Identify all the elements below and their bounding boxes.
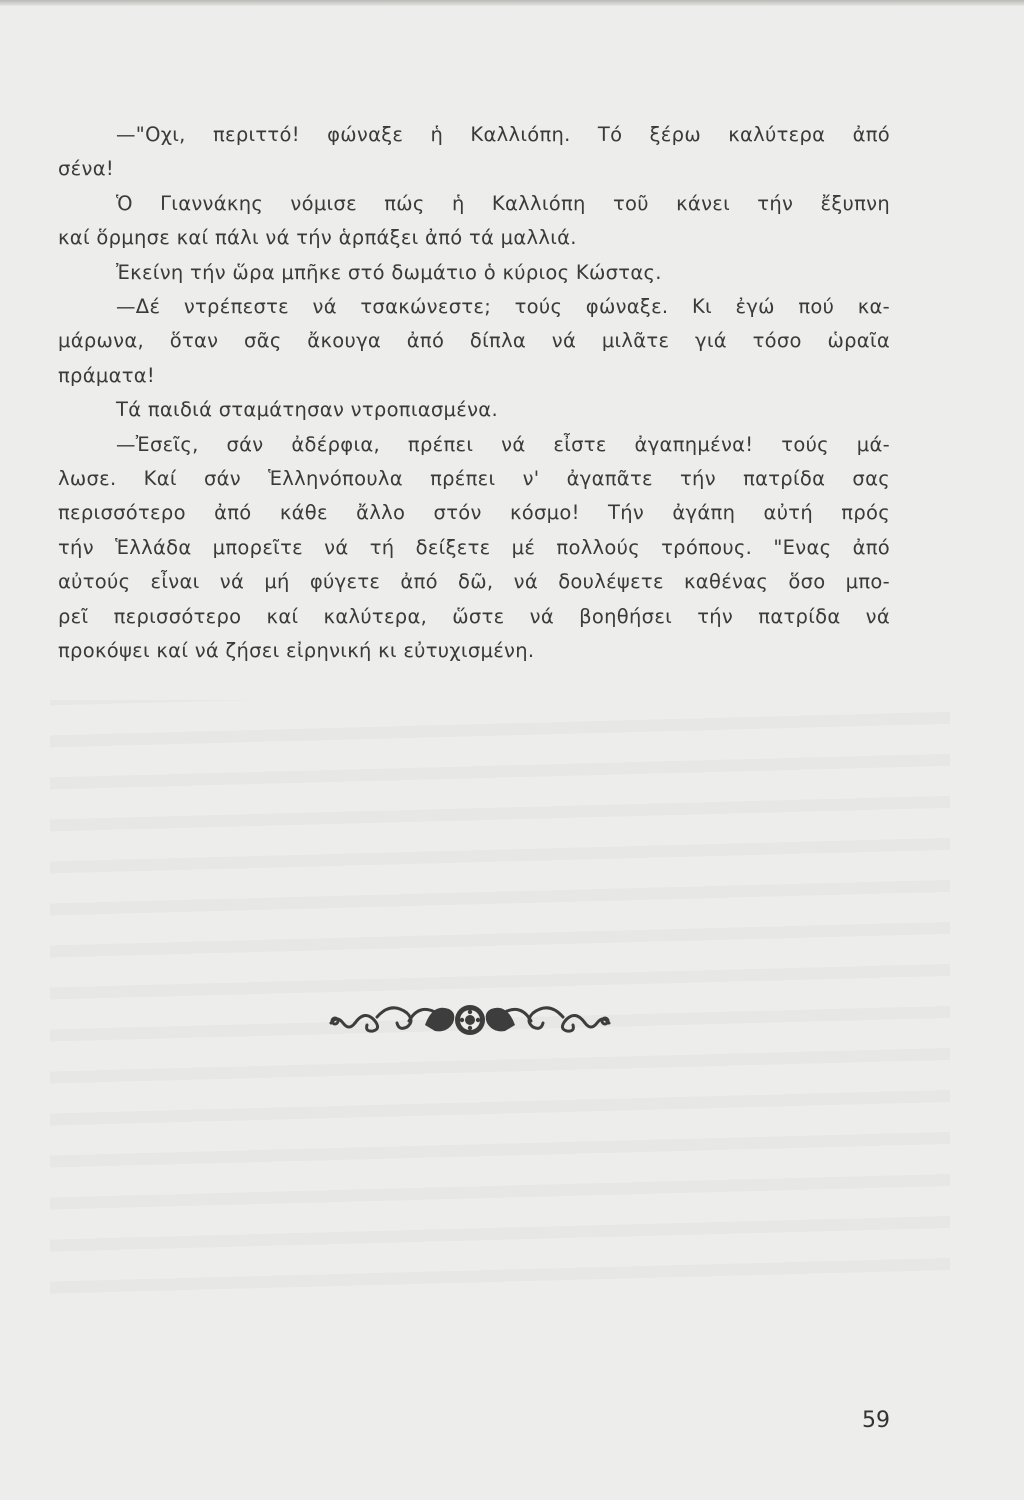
body-text: [58, 118, 890, 669]
text-line: Τά παιδιά σταμάτησαν ντροπιασμένα.: [116, 398, 498, 422]
text-line: Ὁ Γιαννάκης νόμισε πώς ἡ Καλλιόπη τοῦ κάνει τήν ἔξυπνη: [116, 191, 890, 215]
floral-scroll-ornament-icon: [325, 995, 615, 1045]
text-line: σένα!: [58, 157, 114, 181]
text-line: προκόψει καί νά ζήσει εἰρηνική κι εὐτυχισμένη.: [58, 639, 535, 663]
text-line: πράματα!: [58, 363, 156, 387]
page-number: 59: [862, 1408, 890, 1433]
text-line: περισσότερο ἀπό κάθε ἄλλο στόν κόσμο! Τήν ἀγάπη αὐτή πρός: [58, 501, 890, 525]
text-line: αὐτούς εἶναι νά μή φύγετε ἀπό δῶ, νά δουλέψετε καθένας ὅσο μπο-: [58, 570, 890, 594]
text-line: Ἐκείνη τήν ὥρα μπῆκε στό δωμάτιο ὁ κύριος Κώστας.: [116, 260, 662, 284]
text-line: καί ὅρμησε καί πάλι νά τήν ἁρπάξει ἀπό τά μαλλιά.: [58, 226, 577, 250]
page-top-edge: [0, 0, 1024, 6]
text-line: —Δέ ντρέπεστε νά τσακώνεστε; τούς φώναξε. Κι ἐγώ πού κα-: [116, 295, 890, 319]
text-line: λωσε. Καί σάν Ἑλληνόπουλα πρέπει ν' ἀγαπᾶτε τήν πατρίδα σας: [58, 467, 890, 491]
text-line: —Ἐσεῖς, σάν ἀδέρφια, πρέπει νά εἶστε ἀγαπημένα! τούς μά-: [116, 432, 890, 456]
text-line: —"Οχι, περιττό! φώναξε ἡ Καλλιόπη. Τό ξέρω καλύτερα ἀπό: [116, 123, 890, 146]
text-line: ρεῖ περισσότερο καί καλύτερα, ὥστε νά βοηθήσει τήν πατρίδα νά: [58, 604, 890, 628]
text-line: τήν Ἑλλάδα μπορεῖτε νά τή δείξετε μέ πολλούς τρόπους. "Ενας ἀπό: [58, 535, 890, 559]
text-line: μάρωνα, ὅταν σᾶς ἄκουγα ἀπό δίπλα νά μιλᾶτε γιά τόσο ὡραῖα: [58, 329, 890, 353]
